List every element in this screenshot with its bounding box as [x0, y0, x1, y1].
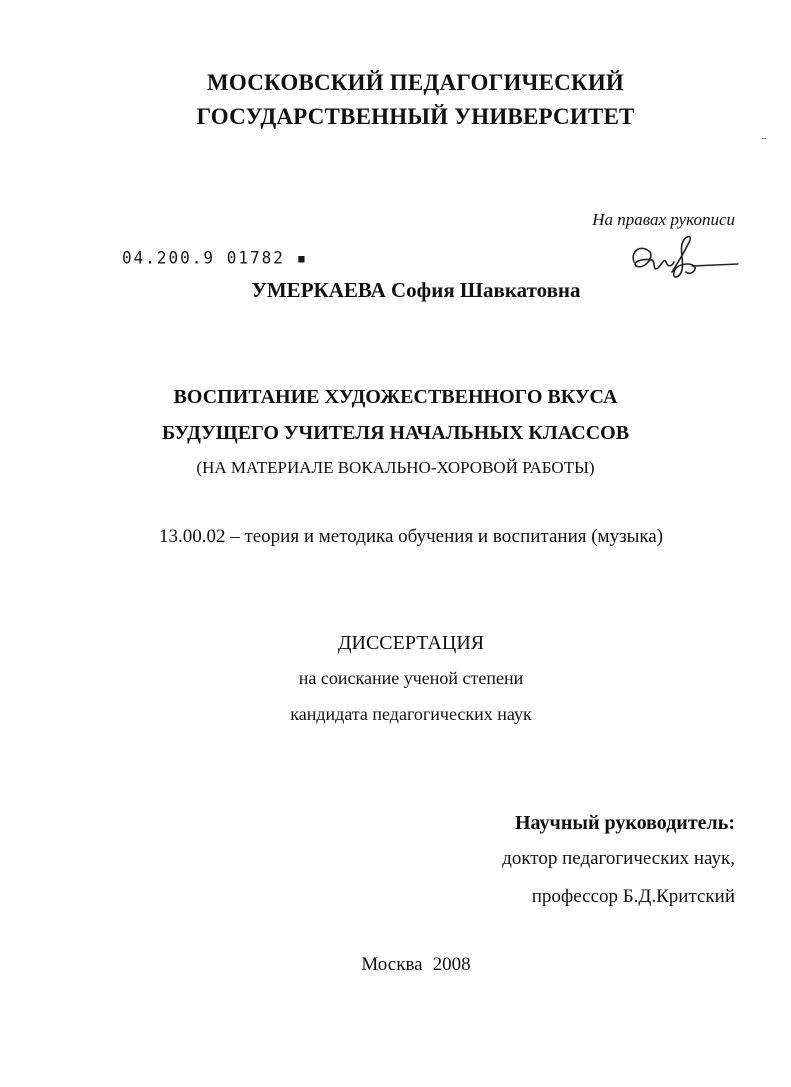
signature-stroke-main — [672, 237, 695, 278]
registration-number-text: 04.200.9 01782 — [122, 248, 285, 268]
place-and-year — [0, 954, 791, 976]
city: Москва — [361, 954, 423, 975]
supervisor-name: профессор Б.Д.Критский — [531, 886, 735, 907]
degree-line1: на соискание ученой степени — [298, 668, 524, 688]
supervisor-degree: доктор педагогических наук, — [502, 848, 735, 869]
thesis-title-line2: БУДУЩЕГО УЧИТЕЛЯ НАЧАЛЬНЫХ КЛАССОВ — [161, 422, 630, 444]
signature-stroke-initial — [633, 248, 674, 269]
scan-mark — [762, 138, 766, 139]
document-type: ДИССЕРТАЦИЯ — [337, 632, 485, 654]
university-name-line2: ГОСУДАРСТВЕННЫЙ УНИВЕРСИТЕТ — [196, 104, 635, 129]
author-name: УМЕРКАЕВА София Шавкатовна — [251, 278, 581, 302]
thesis-title-line1: ВОСПИТАНИЕ ХУДОЖЕСТВЕННОГО ВКУСА — [173, 386, 618, 408]
year: 2008 — [432, 954, 471, 975]
author-signature — [628, 232, 740, 284]
thesis-subtitle: (НА МАТЕРИАЛЕ ВОКАЛЬНО-ХОРОВОЙ РАБОТЫ) — [196, 458, 595, 477]
manuscript-rights-note: На правах рукописи — [592, 210, 735, 229]
registration-mark: ▪ — [284, 248, 309, 268]
degree-line2: кандидата педагогических наук — [290, 704, 532, 724]
supervisor-label: Научный руководитель: — [515, 812, 735, 834]
registration-number — [122, 248, 308, 268]
supervisor-block — [502, 812, 735, 908]
signature-underline — [692, 264, 738, 266]
specialty-code: 13.00.02 – теория и методика обучения и воспитания (музыка) — [158, 526, 664, 547]
university-name-line1: МОСКОВСКИЙ ПЕДАГОГИЧЕСКИЙ — [206, 70, 625, 95]
